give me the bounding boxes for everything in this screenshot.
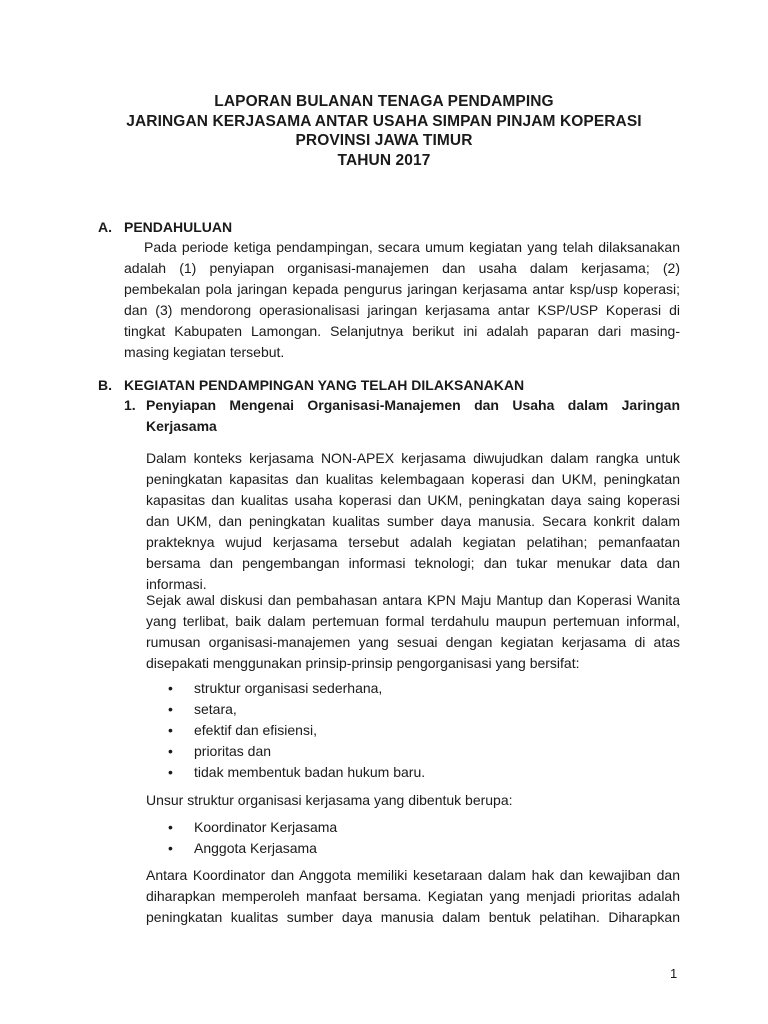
bullet-icon: • [168, 743, 173, 759]
paragraph-line: bersama dan pengembangan informasi teknologi; dan tukar menukar data dan [146, 555, 680, 571]
section-b-heading [98, 375, 524, 395]
bullet-icon: • [168, 764, 173, 780]
bullet-icon: • [168, 819, 173, 835]
paragraph-line: diharapkan memperoleh manfaat bersama. Kegiatan yang menjadi prioritas adalah [146, 888, 680, 904]
structure-intro [146, 790, 680, 811]
paragraph-line: Dalam konteks kerjasama NON-APEX kerjasama diwujudkan dalam rangka untuk [146, 450, 680, 466]
paragraph-line: Unsur struktur organisasi kerjasama yang dibentuk berupa: [146, 792, 513, 808]
subsection-1-marker: 1. [124, 397, 136, 413]
section-a-paragraph [124, 237, 680, 363]
list-item-text: tidak membentuk badan hukum baru. [194, 764, 426, 780]
list-item-text: Anggota Kerjasama [194, 840, 317, 856]
section-a-heading [98, 217, 232, 237]
list-item [166, 762, 425, 783]
paragraph-line: yang terlibat, baik dalam pertemuan formal terdahulu maupun pertemuan informal, [146, 613, 680, 629]
subsection-1-paragraph-2 [146, 590, 680, 674]
paragraph-line: tingkat Kabupaten Lamongan. Selanjutnya berikut ini adalah paparan dari masing- [124, 323, 680, 339]
section-marker: B. [98, 377, 112, 393]
bullet-icon: • [168, 840, 173, 856]
document-title [0, 92, 768, 170]
paragraph-line: pembekalan pola jaringan kepada pengurus jaringan kerjasama antar ksp/usp koperasi; [124, 281, 680, 297]
paragraph-line: masing kegiatan tersebut. [124, 344, 285, 360]
subsection-1-paragraph-1 [146, 448, 680, 595]
title-line: TAHUN 2017 [337, 151, 431, 169]
list-item [166, 838, 337, 859]
paragraph-line: peningkatan kapasitas dan kualitas kelembagaan koperasi dan UKM, peningkatan [146, 471, 680, 487]
list-item-text: efektif dan efisiensi, [194, 722, 317, 738]
paragraph-line: adalah (1) penyiapan organisasi-manajemen dan usaha dalam kerjasama; (2) [124, 260, 680, 276]
list-item-text: setara, [194, 701, 237, 717]
paragraph-line: Pada periode ketiga pendampingan, secara umum kegiatan yang telah dilaksanakan [144, 239, 680, 255]
subsection-1-heading [146, 395, 680, 437]
list-item-text: struktur organisasi sederhana, [194, 680, 383, 696]
paragraph-line: dan UKM, dan peningkatan kualitas sumber daya manusia. Secara konkrit dalam [146, 513, 680, 529]
list-item-text: Koordinator Kerjasama [194, 819, 338, 835]
heading-line: Penyiapan Mengenai Organisasi-Manajemen dan Usaha dalam Jaringan [146, 397, 680, 413]
paragraph-line: rumusan organisasi-manajemen yang sesuai dengan kegiatan kerjasama di atas [146, 634, 680, 650]
paragraph-line: kapasitas dan kualitas usaha koperasi dan UKM, peningkatan daya saing koperasi [146, 492, 680, 508]
paragraph-line: dan (3) mendorong operasionalisasi jaringan kerjasama antar KSP/USP Koperasi di [124, 302, 680, 318]
structure-list [166, 817, 337, 859]
paragraph-line: Sejak awal diskusi dan pembahasan antara KPN Maju Mantup dan Koperasi Wanita [146, 592, 680, 608]
title-line: LAPORAN BULANAN TENAGA PENDAMPING [214, 93, 554, 110]
list-item [166, 678, 425, 699]
paragraph-line: disepakati menggunakan prinsip-prinsip pengorganisasi yang bersifat: [146, 655, 580, 671]
bullet-icon: • [168, 701, 173, 717]
list-item [166, 699, 425, 720]
section-title: KEGIATAN PENDAMPINGAN YANG TELAH DILAKSANAKAN [124, 377, 525, 393]
paragraph-line: prakteknya wujud kerjasama tersebut adalah kegiatan pelatihan; pemanfaatan [146, 534, 680, 550]
bullet-icon: • [168, 680, 173, 696]
title-line: PROVINSI JAWA TIMUR [295, 132, 473, 149]
subsection-1-paragraph-3 [146, 865, 680, 928]
paragraph-line: Antara Koordinator dan Anggota memiliki kesetaraan dalam hak dan kewajiban dan [146, 867, 680, 883]
heading-line: Kerjasama [146, 418, 217, 434]
bullet-icon: • [168, 722, 173, 738]
list-item [166, 817, 337, 838]
list-item [166, 720, 425, 741]
paragraph-line: informasi. [146, 576, 207, 592]
principles-list [166, 678, 425, 783]
section-marker: A. [98, 219, 112, 235]
title-line: JARINGAN KERJASAMA ANTAR USAHA SIMPAN PINJAM KOPERASI [126, 112, 642, 130]
list-item-text: prioritas dan [194, 743, 272, 759]
paragraph-line: peningkatan kualitas sumber daya manusia dalam bentuk pelatihan. Diharapkan [146, 909, 680, 925]
section-title: PENDAHULUAN [124, 219, 233, 235]
page-number: 1 [670, 966, 678, 981]
list-item [166, 741, 425, 762]
